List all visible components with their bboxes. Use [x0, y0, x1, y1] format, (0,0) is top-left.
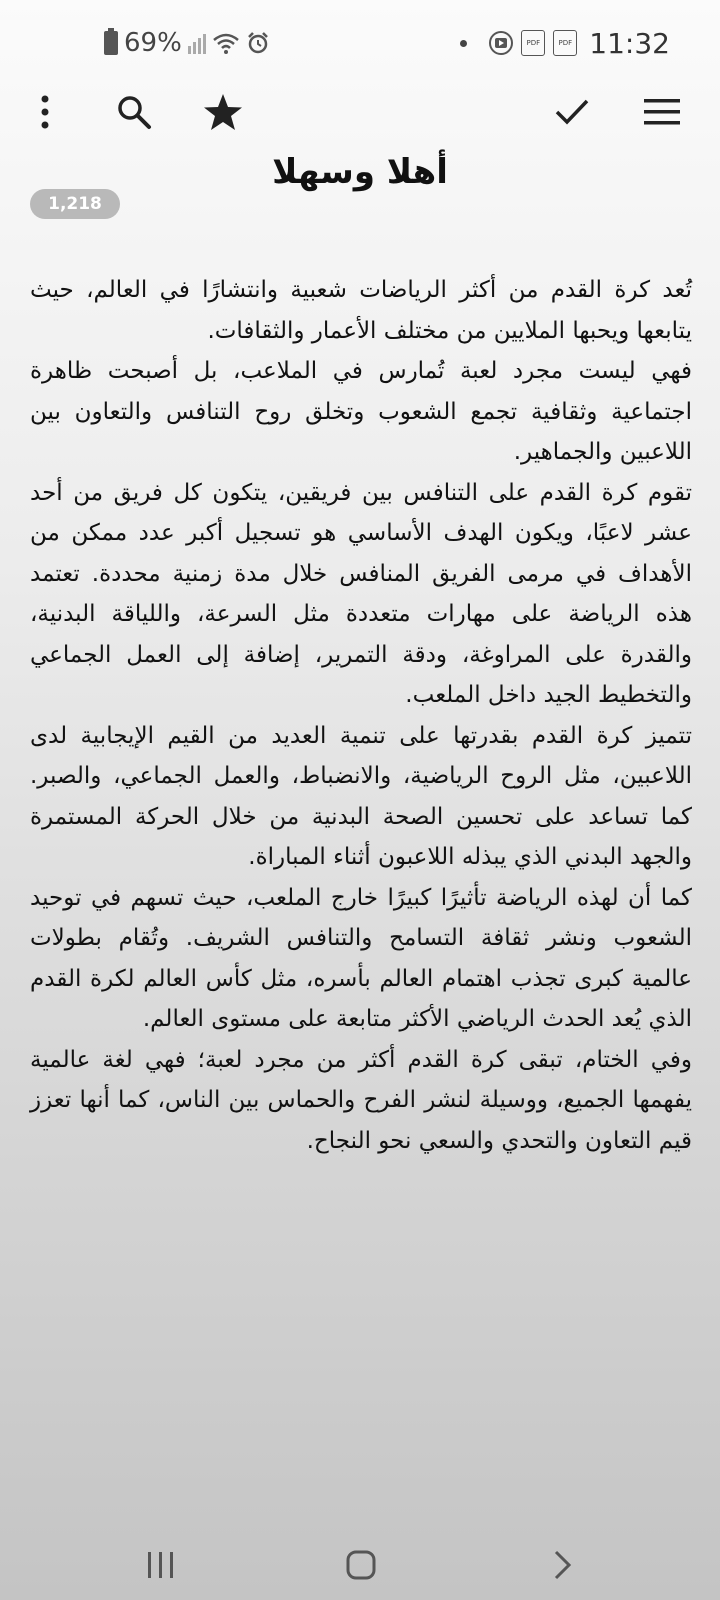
- document-body[interactable]: [30, 270, 692, 1161]
- paragraph: تتميز كرة القدم بقدرتها على تنمية العديد من القيم الإيجابية لدى اللاعبين، مثل الروح الرياضية، والانضباط، والعمل الجماعي، والصبر. كما تساعد على تحسين الصحة البدنية من خلال الحركة المستمرة والجهد البدني الذي يبذله اللاعبون أثناء المباراة.: [30, 722, 692, 870]
- more-vert-icon: [40, 95, 50, 129]
- home-button[interactable]: [331, 1540, 391, 1590]
- menu-icon: [644, 99, 680, 125]
- navigation-bar: [0, 1540, 720, 1590]
- more-options-button[interactable]: [17, 84, 73, 140]
- status-right: [460, 26, 670, 60]
- alarm-icon: [246, 31, 270, 55]
- back-icon: [552, 1550, 572, 1580]
- clock: 11:32: [589, 26, 670, 60]
- paragraph: فهي ليست مجرد لعبة تُمارس في الملاعب، بل أصبحت ظاهرة اجتماعية وثقافية تجمع الشعوب وتخلق روح التنافس والتعاون بين اللاعبين والجماهير.: [30, 358, 692, 465]
- word-count-badge: 1,218: [30, 189, 120, 219]
- paragraph: تقوم كرة القدم على التنافس بين فريقين، يتكون كل فريق من أحد عشر لاعبًا، ويكون الهدف الأساسي هو تسجيل أكبر عدد ممكن من الأهداف في مرمى الفريق المنافس خلال مدة زمنية محددة. تعتمد هذه الرياضة على مهارات متعددة مثل السرعة، واللياقة البدنية، والقدرة على المراوغة، ودقة التمرير، إضافة إلى العمل الجماعي والتخطيط الجيد داخل الملعب.: [30, 479, 692, 708]
- signal-icon: [188, 32, 206, 54]
- wifi-icon: [212, 31, 240, 55]
- pdf-notification-icon: PDF: [553, 30, 577, 56]
- battery-level: 69%: [124, 28, 182, 58]
- home-icon: [346, 1550, 376, 1580]
- search-button[interactable]: [106, 84, 162, 140]
- done-button[interactable]: [544, 84, 600, 140]
- paragraph: كما أن لهذه الرياضة تأثيرًا كبيرًا خارج الملعب، حيث تسهم في توحيد الشعوب ونشر ثقافة التسامح والتنافس الشريف. وتُقام بطولات عالمية كبرى تجذب اهتمام العالم بأسره، مثل كأس العالم لكرة القدم الذي يُعد الحدث الرياضي الأكثر متابعة على مستوى العالم.: [30, 884, 692, 1032]
- favorite-button[interactable]: [195, 84, 251, 140]
- status-left: [104, 26, 270, 60]
- check-icon: [555, 99, 589, 125]
- toolbar: [0, 84, 720, 144]
- recents-icon: [146, 1551, 176, 1579]
- back-button[interactable]: [532, 1540, 592, 1590]
- paragraph: تُعد كرة القدم من أكثر الرياضات شعبية وانتشارًا في العالم، حيث يتابعها ويحبها الملايين من مختلف الأعمار والثقافات.: [30, 277, 692, 344]
- star-icon: [203, 93, 243, 131]
- notification-dot-icon: [460, 40, 467, 47]
- pdf-notification-icon: PDF: [521, 30, 545, 56]
- paragraph: وفي الختام، تبقى كرة القدم أكثر من مجرد لعبة؛ فهي لغة عالمية يفهمها الجميع، ووسيلة لنشر الفرح والحماس بين الناس، كما أنها تعزز قيم التعاون والتحدي والسعي نحو النجاح.: [30, 1046, 692, 1154]
- battery-icon: [104, 31, 118, 55]
- document-title: أهلا وسهلا: [272, 152, 448, 192]
- status-bar: [0, 0, 720, 84]
- menu-button[interactable]: [634, 84, 690, 140]
- recents-button[interactable]: [131, 1540, 191, 1590]
- app-notification-icon: [489, 31, 513, 55]
- search-icon: [116, 94, 152, 130]
